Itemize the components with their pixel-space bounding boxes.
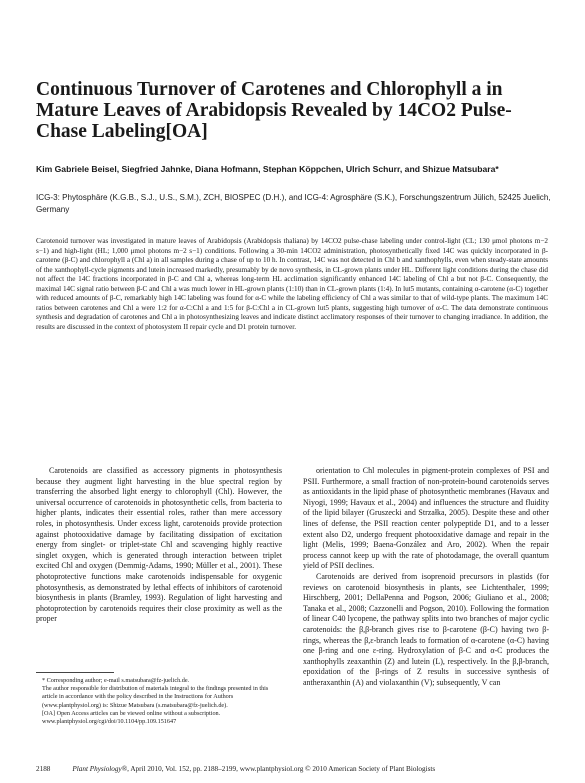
footnote-divider [36, 672, 114, 673]
footnote-materials-policy: The author responsible for distribution of materials integral to the findings presented in this article in accordance with the policy described in the Instructions for Authors (www.plantphysiol.org) is: Shizue Matsubara (s.matsubara@fz-juelich.de). [42, 685, 269, 709]
abstract: Carotenoid turnover was investigated in mature leaves of Arabidopsis (Arabidopsis thaliana) by 14CO2 pulse-chase labeling under control-light (CL; 130 μmol photons m−2 s−1) and high-light (HL; 1,000 μmol photons m−2 s−1) conditions. Following a 30-min 14CO2 administration, photosynthetically fixed 14C was quickly incorporated in β-carotene (β-C) and chlorophyll a (Chl a) in all samples during a chase of up to 10 h. In contrast, 14C was not detected in Chl b and xanthophylls, even when steady-state amounts of the xanthophyll-cycle pigments and lutein increased markedly, presumably by de novo synthesis, in CL-grown plants under HL. Different light conditions during the chase did not affect the 14C fractions incorporated in β-C and Chl a, whereas long-term HL acclimation significantly enhanced 14C labeling of Chl a but not β-C. Consequently, the maximal 14C signal ratio between β-C and Chl a was much lower in HL-grown plants (1:10) than in CL-grown plants (1:4). In lut5 mutants, containing α-carotene (α-C) together with reduced amounts of β-C, remarkably high 14C labeling was found for α-C while the labeling efficiency of Chl a was similar to that of wild-type plants. The maximum 14C ratios between carotenes and Chl a were 1:2 for α-C:Chl a and 1:5 for β-C:Chl a in CL-grown lut5 plants, suggesting high turnover of α-C. The data demonstrate continuous synthesis and degradation of carotenes and Chl a in photosynthesizing leaves and indicate distinct acclimatory responses of their turnover to changing irradiance. In addition, the results are discussed in the context of photosystem II repair cycle and D1 protein turnover. [36, 237, 548, 331]
footnote-open-access: [OA] Open Access articles can be viewed online without a subscription. [42, 709, 221, 717]
body-paragraph: Carotenoids are classified as accessory pigments in photosynthesis because they augment light harvesting in the blue spectral region by transferring the absorbed light energy to chlorophyll (Chl). However, the universal occurrence of carotenoids in photosynthetic cells, from bacteria to higher plants, indicates their essential roles, rather than mere accessory roles, in photosynthesis. Under excess light, carotenoids provide protection against photooxidative damage by facilitating dissipation of excitation energy from singlet- or triplet-state Chl and scavenging highly reactive singlet oxygen, which is generated through interaction between triplet excited Chl and oxygen (Demmig-Adams, 1990; Müller et al., 2001). These photoprotective functions make carotenoids indispensable for oxygenic photosynthesis, as demonstrated by lethal effects of inhibitors of carotenoid biosynthesis in plants (Bramley, 1993). Regulation of light harvesting and photoprotection by carotenoids requires their close proximity as well as the proper [36, 466, 282, 624]
body-column-right [303, 466, 549, 688]
body-paragraph: Carotenoids are derived from isoprenoid precursors in plastids (for reviews on carotenoid biosynthesis in plants, see Lichtenthaler, 1999; Hirschberg, 2001; DellaPenna and Pogson, 2006; Giuliano et al., 2008; Tanaka et al., 2008; Cazzonelli and Pogson, 2010). Following the formation of linear C40 lycopene, the pathway splits into two branches of major cyclic carotenoids: the β,β-branch gives rise to β-carotene (β-C) having two β-rings, whereas the β,ε-branch leads to formation of α-carotene (α-C) having one β-ring and one ε-ring. Hydroxylation of β-C and α-C produces the xanthophylls zeaxanthin (Z) and lutein (L), respectively. In the β,β-branch, epoxidation of the β-rings of Z results in successive synthesis of antheraxanthin (A) and violaxanthin (V); subsequently, V can [303, 571, 549, 687]
body-column-left [36, 466, 282, 625]
footnote-corresponding-author: * Corresponding author; e-mail s.matsubara@fz-juelich.de. [42, 677, 190, 684]
page-number: 2188 [36, 765, 51, 773]
citation-line: ®, April 2010, Vol. 152, pp. 2188–2199, www.plantphysiol.org © 2010 American Society of Plant Biologists [121, 765, 436, 773]
footnotes [36, 677, 282, 726]
page-footer [36, 765, 548, 774]
body-paragraph: orientation to Chl molecules in pigment-protein complexes of PSI and PSII. Furthermore, a small fraction of non-protein-bound carotenoids serves as antioxidants in the lipid phase of photosynthetic membranes (Havaux and Niyogi, 1999; Havaux et al., 2004) and influences the structure and fluidity of the lipid bilayer (Gruszecki and Strzałka, 2005). Despite these and other lines of defense, the PSII reaction center polypeptide D1, and to a lesser extent also D2, undergo frequent photooxidative damage and repair in the light (Melis, 1999; Baena-González and Aro, 2002). When the repair process cannot keep up with the rate of photodamage, the overall quantum yield of PSII declines. [303, 466, 549, 571]
journal-name: Plant Physiology [72, 765, 122, 773]
article-title: Continuous Turnover of Carotenes and Chlorophyll a in Mature Leaves of Arabidopsis Revealed by 14CO2 Pulse-Chase Labeling[OA] [36, 79, 512, 142]
author-list: Kim Gabriele Beisel, Siegfried Jahnke, Diana Hofmann, Stephan Köppchen, Ulrich Schurr, and Shizue Matsubara* [36, 164, 499, 174]
footnote-doi-link[interactable]: www.plantphysiol.org/cgi/doi/10.1104/pp.109.151647 [42, 718, 177, 726]
affiliation: ICG-3: Phytosphäre (K.G.B., S.J., U.S., S.M.), ZCH, BIOSPEC (D.H.), and ICG-4: Agrosphäre (S.K.), Forschungszentrum Jülich, 52425 Juelich, Germany [36, 193, 551, 214]
